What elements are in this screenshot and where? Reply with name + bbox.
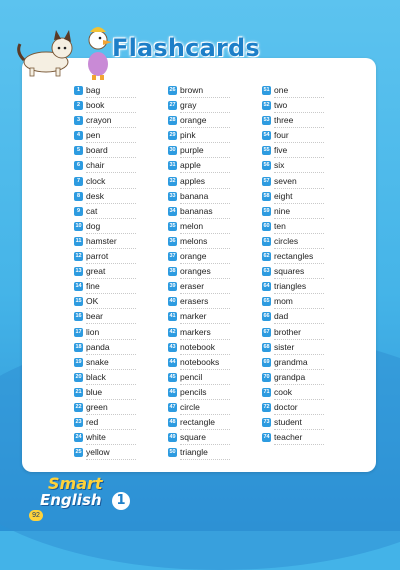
list-item — [168, 234, 230, 249]
item-number-badge: 48 — [169, 419, 176, 426]
list-item — [74, 174, 136, 189]
item-word: dad — [274, 311, 289, 322]
item-number-badge: 72 — [263, 403, 270, 410]
list-item — [262, 430, 324, 445]
item-word: doctor — [274, 401, 298, 412]
item-word: orange — [180, 251, 207, 262]
item-number-badge: 67 — [263, 328, 270, 335]
dotted-rule — [180, 459, 230, 460]
item-word: markers — [180, 326, 211, 337]
page-title: Flashcards — [112, 34, 260, 62]
item-number-badge: 43 — [169, 343, 176, 350]
item-word: four — [274, 130, 289, 141]
item-word: one — [274, 85, 289, 95]
item-number-badge: 69 — [263, 358, 270, 365]
smart-english-logo — [34, 472, 134, 522]
duck-mascot-illustration — [88, 27, 112, 80]
item-number-badge: 61 — [263, 237, 270, 244]
list-item — [74, 113, 136, 128]
item-number-badge: 58 — [263, 192, 270, 199]
item-word: panda — [86, 341, 110, 352]
item-word: hamster — [86, 235, 117, 246]
item-number-badge: 36 — [169, 237, 176, 244]
item-word: oranges — [180, 266, 211, 277]
dotted-rule — [86, 459, 136, 460]
list-item — [74, 143, 136, 158]
logo-smart-text: Smart — [48, 474, 103, 493]
item-word: grandma — [274, 356, 308, 367]
word-column-3 — [262, 83, 324, 445]
list-item — [74, 204, 136, 219]
item-word: board — [86, 145, 108, 156]
list-item — [168, 189, 230, 204]
item-number-badge: 31 — [169, 162, 176, 169]
item-word: banana — [180, 190, 209, 201]
item-number-badge: 15 — [75, 298, 82, 305]
list-item — [262, 143, 324, 158]
item-word: student — [274, 417, 302, 428]
list-item — [74, 219, 136, 234]
item-word: red — [86, 417, 99, 428]
item-number-badge: 13 — [75, 268, 82, 275]
word-column-2 — [168, 83, 230, 460]
list-item — [168, 158, 230, 173]
item-word: bag — [86, 85, 101, 95]
cat-mascot-illustration — [19, 30, 72, 76]
item-number-badge: 30 — [169, 147, 176, 154]
list-item — [262, 309, 324, 324]
item-word: pencils — [180, 386, 207, 397]
item-number-badge: 40 — [169, 298, 176, 305]
item-number-badge: 33 — [169, 192, 176, 199]
list-item — [168, 415, 230, 430]
item-number-badge: 64 — [263, 283, 270, 290]
list-item — [168, 294, 230, 309]
item-word: chair — [86, 160, 105, 171]
item-word: mom — [274, 296, 293, 307]
item-number-badge: 7 — [74, 177, 83, 186]
list-item — [262, 98, 324, 113]
list-item — [262, 385, 324, 400]
list-item — [262, 158, 324, 173]
list-item — [74, 340, 136, 355]
item-word: squares — [274, 266, 305, 277]
item-word: clock — [86, 175, 106, 186]
list-item — [168, 340, 230, 355]
item-word: pencil — [180, 371, 203, 382]
item-word: brother — [274, 326, 301, 337]
list-item — [74, 128, 136, 143]
item-word: ten — [274, 220, 286, 231]
item-word: orange — [180, 115, 207, 126]
item-word: notebook — [180, 341, 215, 352]
item-number-badge: 20 — [75, 373, 82, 380]
item-number-badge: 73 — [263, 419, 270, 426]
list-item — [74, 294, 136, 309]
item-word: rectangles — [274, 251, 314, 262]
item-word: triangles — [274, 281, 307, 292]
item-word: OK — [86, 296, 99, 307]
item-number-badge: 6 — [74, 161, 83, 170]
list-item — [168, 204, 230, 219]
item-number-badge: 52 — [263, 102, 270, 109]
list-item — [74, 309, 136, 324]
list-item — [168, 98, 230, 113]
item-word: two — [274, 100, 288, 111]
item-word: fine — [86, 281, 100, 292]
list-item — [262, 415, 324, 430]
item-number-badge: 32 — [169, 177, 176, 184]
list-item — [262, 264, 324, 279]
list-item — [168, 355, 230, 370]
list-item — [262, 219, 324, 234]
item-number-badge: 16 — [75, 313, 82, 320]
item-number-badge: 12 — [75, 253, 82, 260]
list-item — [168, 430, 230, 445]
list-item — [168, 325, 230, 340]
list-item — [262, 204, 324, 219]
item-number-badge: 1 — [74, 86, 83, 95]
item-word: five — [274, 145, 288, 156]
item-number-badge: 27 — [169, 102, 176, 109]
item-word: bananas — [180, 205, 213, 216]
item-word: brown — [180, 85, 204, 95]
item-number-badge: 22 — [75, 403, 82, 410]
list-item — [262, 294, 324, 309]
item-number-badge: 3 — [74, 116, 83, 125]
item-number-badge: 63 — [263, 268, 270, 275]
item-word: triangle — [180, 447, 208, 458]
logo-english-text: English — [40, 491, 102, 509]
item-number-badge: 19 — [75, 358, 82, 365]
list-item — [168, 113, 230, 128]
list-item — [262, 174, 324, 189]
item-number-badge: 45 — [169, 373, 176, 380]
item-number-badge: 47 — [169, 403, 176, 410]
list-item — [262, 234, 324, 249]
list-item — [262, 249, 324, 264]
list-item — [74, 415, 136, 430]
item-number-badge: 68 — [263, 343, 270, 350]
dotted-rule — [274, 444, 324, 445]
item-number-badge: 24 — [75, 434, 82, 441]
item-word: apples — [180, 175, 206, 186]
item-number-badge: 35 — [169, 222, 176, 229]
item-word: cat — [86, 205, 98, 216]
list-item — [168, 309, 230, 324]
item-number-badge: 18 — [75, 343, 82, 350]
list-item — [74, 158, 136, 173]
item-number-badge: 70 — [263, 373, 270, 380]
item-word: purple — [180, 145, 204, 156]
list-item — [262, 189, 324, 204]
item-number-badge: 10 — [75, 222, 82, 229]
list-item — [74, 400, 136, 415]
list-item — [168, 279, 230, 294]
page-number: 92 — [29, 510, 43, 521]
list-item — [74, 445, 136, 460]
list-item — [74, 264, 136, 279]
item-word: great — [86, 266, 106, 277]
item-word: notebooks — [180, 356, 220, 367]
item-number-badge: 59 — [263, 207, 270, 214]
item-number-badge: 9 — [74, 207, 83, 216]
item-word: bear — [86, 311, 104, 322]
list-item — [262, 370, 324, 385]
item-word: blue — [86, 386, 103, 397]
item-word: snake — [86, 356, 109, 367]
item-number-badge: 17 — [75, 328, 82, 335]
list-item — [168, 400, 230, 415]
item-number-badge: 8 — [74, 192, 83, 201]
mascots-illustration — [12, 12, 122, 82]
item-word: cook — [274, 386, 292, 397]
item-word: apple — [180, 160, 201, 171]
item-number-badge: 42 — [169, 328, 176, 335]
list-item — [168, 174, 230, 189]
item-word: eight — [274, 190, 293, 201]
item-number-badge: 49 — [169, 434, 176, 441]
item-number-badge: 46 — [169, 388, 176, 395]
item-word: gray — [180, 100, 197, 111]
item-number-badge: 62 — [263, 253, 270, 260]
logo-level-badge: 1 — [112, 492, 130, 510]
list-item — [168, 128, 230, 143]
item-word: white — [86, 432, 106, 443]
list-item — [74, 83, 136, 98]
list-item — [74, 279, 136, 294]
item-word: eraser — [180, 281, 205, 292]
list-item — [74, 430, 136, 445]
item-number-badge: 57 — [263, 177, 270, 184]
list-item — [262, 128, 324, 143]
item-number-badge: 37 — [169, 253, 176, 260]
list-item — [262, 83, 324, 98]
item-word: marker — [180, 311, 207, 322]
item-word: rectangle — [180, 417, 215, 428]
item-number-badge: 25 — [75, 449, 82, 456]
item-word: pink — [180, 130, 196, 141]
item-number-badge: 34 — [169, 207, 176, 214]
item-number-badge: 5 — [74, 146, 83, 155]
item-word: square — [180, 432, 206, 443]
list-item — [262, 340, 324, 355]
item-word: teacher — [274, 432, 303, 443]
item-word: green — [86, 401, 108, 412]
item-number-badge: 65 — [263, 298, 270, 305]
item-word: parrot — [86, 251, 109, 262]
item-word: lion — [86, 326, 100, 337]
item-number-badge: 74 — [263, 434, 270, 441]
item-word: melons — [180, 235, 208, 246]
item-number-badge: 26 — [169, 87, 176, 93]
item-word: circles — [274, 235, 299, 246]
item-word: black — [86, 371, 106, 382]
item-number-badge: 60 — [263, 222, 270, 229]
list-item — [168, 249, 230, 264]
list-item — [168, 445, 230, 460]
item-number-badge: 50 — [169, 449, 176, 456]
item-word: melon — [180, 220, 204, 231]
list-item — [262, 355, 324, 370]
list-item — [168, 143, 230, 158]
item-number-badge: 71 — [263, 388, 270, 395]
list-item — [74, 189, 136, 204]
list-item — [262, 279, 324, 294]
item-word: circle — [180, 401, 200, 412]
item-number-badge: 54 — [263, 132, 270, 139]
item-word: crayon — [86, 115, 112, 126]
list-item — [262, 325, 324, 340]
item-number-badge: 38 — [169, 268, 176, 275]
item-word: yellow — [86, 447, 110, 458]
item-word: six — [274, 160, 285, 171]
item-word: desk — [86, 190, 104, 201]
item-number-badge: 44 — [169, 358, 176, 365]
item-number-badge: 2 — [74, 101, 83, 110]
list-item — [74, 98, 136, 113]
item-word: pen — [86, 130, 101, 141]
item-number-badge: 23 — [75, 419, 82, 426]
item-number-badge: 41 — [169, 313, 176, 320]
item-number-badge: 55 — [263, 147, 270, 154]
list-item — [168, 83, 230, 98]
item-word: sister — [274, 341, 295, 352]
list-item — [74, 355, 136, 370]
item-number-badge: 51 — [263, 87, 270, 93]
item-word: nine — [274, 205, 291, 216]
item-word: erasers — [180, 296, 209, 307]
item-number-badge: 66 — [263, 313, 270, 320]
item-word: dog — [86, 220, 101, 231]
list-item — [168, 385, 230, 400]
item-number-badge: 53 — [263, 117, 270, 124]
list-item — [74, 234, 136, 249]
item-word: seven — [274, 175, 297, 186]
list-item — [168, 264, 230, 279]
item-number-badge: 11 — [75, 237, 82, 244]
word-column-1 — [74, 83, 136, 460]
item-number-badge: 28 — [169, 117, 176, 124]
item-word: book — [86, 100, 105, 111]
item-number-badge: 21 — [75, 388, 82, 395]
item-word: grandpa — [274, 371, 306, 382]
item-number-badge: 39 — [169, 283, 176, 290]
list-item — [74, 385, 136, 400]
list-item — [262, 113, 324, 128]
list-item — [74, 370, 136, 385]
list-item — [262, 400, 324, 415]
item-number-badge: 56 — [263, 162, 270, 169]
list-item — [74, 249, 136, 264]
item-number-badge: 14 — [75, 283, 82, 290]
list-item — [74, 325, 136, 340]
list-item — [168, 219, 230, 234]
item-word: three — [274, 115, 294, 126]
list-item — [168, 370, 230, 385]
item-number-badge: 4 — [74, 131, 83, 140]
item-number-badge: 29 — [169, 132, 176, 139]
